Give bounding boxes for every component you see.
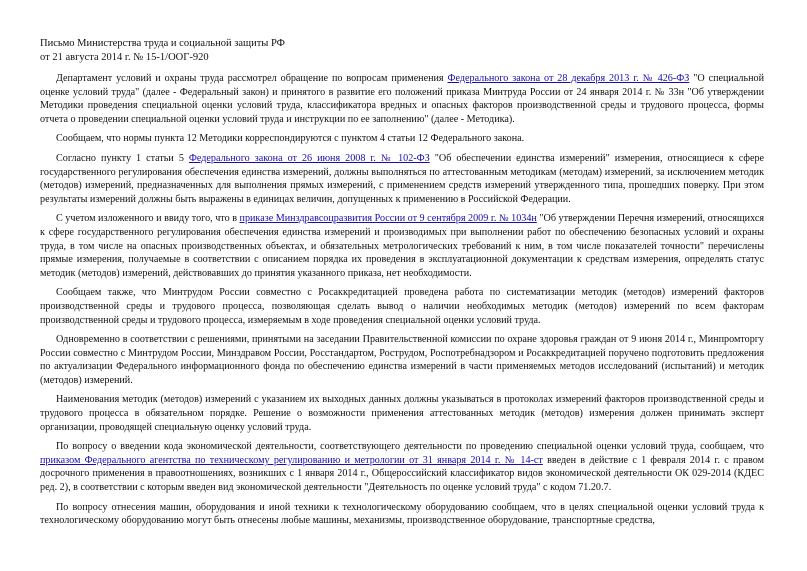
- paragraph-4-text-start: С учетом изложенного и ввиду того, что в: [56, 213, 240, 225]
- paragraph-7: Наименования методик (методов) измерений с указанием их выходных данных должны указываться в протоколах измерений факторов производственной среды и трудового процесса в обязательном порядке. Решение о возможности применения аттестованных методик (методов) измерения должен принимать эксперт организации, проводящей специальную оценку условий труда.: [40, 394, 764, 433]
- link-federal-law-102[interactable]: Федерального закона от 26 июня 2008 г. № 102-ФЗ: [188, 152, 430, 164]
- paragraph-4: [40, 212, 764, 280]
- document-title: [40, 37, 285, 65]
- link-federal-law-426[interactable]: Федерального закона от 28 декабря 2013 г. № 426-ФЗ: [447, 73, 690, 84]
- paragraph-9: По вопросу отнесения машин, оборудования и иной техники к технологическому оборудованию сообщаем, что в целях специальной оценки условий труда к технологическому оборудованию могут быть отнесены любые машины, механизмы, производственное оборудование, транспортные средства,: [40, 501, 764, 527]
- paragraph-8-text-end: введен в действие с 1 февраля 2014 г. с правом досрочного применения в правоотношениях, возникших с 1 января 2014 г., Общероссийский классификатор видов экономической деятельности ОК 029-2014 (КДЕС ред. 2), в соответствии с которым введен вид экономической деятельности "Деятельность по оценке условий труда" с кодом 71.20.7.: [40, 454, 764, 494]
- paragraph-2: Сообщаем, что нормы пункта 12 Методики корреспондируются с пунктом 4 статьи 12 Федерального закона.: [56, 133, 525, 145]
- paragraph-8: [40, 440, 764, 494]
- document-title-line-1: Письмо Министерства труда и социальной защиты РФ: [40, 38, 285, 49]
- paragraph-4-text-end: "Об утверждении Перечня измерений, относящихся к сфере государственного регулирования обеспечения единства измерений и производимых при выполнении работ по обеспечению безопасных условий и охраны труда, в том числе на опасных производственных объектах, и обязательных метрологических требований к ним, в том числе показателей точности" перечислены прямые измерения, получаемые в соответствии с описанием порядка их проведения в эксплуатационной документации к средствам измерения, определять статус методик (методов) измерений, действовавших до принятия указанного приказа, нет необходимости.: [40, 213, 765, 279]
- paragraph-1-text-end: "О специальной оценке условий труда" (далее - Федеральный закон) и принятого в развитие его положений приказа Минтруда России от 24 января 2014 г. № 33н "Об утверждении Методики проведения специальной оценки условий труда, классификатора вредных и опасных факторов производственной среды и трудового процесса, формы отчета о проведении специальной оценки условий труда и инструкции по ее заполнению" (далее - Методика).: [40, 73, 765, 125]
- paragraph-1-text-start: Департамент условий и охраны труда рассмотрел обращение по вопросам применения: [56, 73, 448, 84]
- document-title-line-2: от 21 августа 2014 г. № 15-1/ООГ-920: [40, 52, 209, 63]
- paragraph-3-text-end: "Об обеспечении единства измерений" измерения, относящиеся к сфере государственного регулирования обеспечения единства измерений, должны выполняться по аттестованным методикам (методам) измерений, за исключением методик (методов) измерений, предназначенных для выполнения прямых измерений, с применением средств измерений утвержденного типа, прошедших поверку. При этом результаты измерений должны быть выражены в единицах величин, допущенных к применению в Российской Федерации.: [40, 152, 765, 205]
- paragraph-5: Сообщаем также, что Минтрудом России совместно с Росаккредитацией проведена работа по систематизации методик (методов) измерений факторов производственной среды и трудового процесса, позволяющая сделать вывод о наличии необходимых методик (методов) измерений по всем факторам производственной среды и трудового процесса, измеряемым в ходе проведения специальной оценки условий труда.: [40, 287, 764, 326]
- link-order-1034n[interactable]: приказе Минздравсоцразвития России от 9 сентября 2009 г. № 1034н: [239, 213, 537, 225]
- document-body: [40, 72, 764, 534]
- paragraph-1: [40, 72, 764, 126]
- paragraph-6: Одновременно в соответствии с решениями, принятыми на заседании Правительственной комиссии по охране здоровья граждан от 9 июня 2014 г., Минпромторгу России совместно с Минтрудом России, Минздравом России, Росстандартом, Рострудом, Роспотребнадзором и Росаккредитацией поручено подготовить предложения по актуализации Федерального информационного фонда по обеспечению единства измерений в части применяемых методов исследований (испытаний) и методик (методов) измерений.: [40, 334, 764, 386]
- paragraph-3-text-start: Согласно пункту 1 статьи 5: [56, 152, 189, 164]
- paragraph-8-text-start: По вопросу о введении кода экономической деятельности, соответствующего деятельности по проведению специальной оценки условий труда, сообщаем, что: [56, 441, 764, 453]
- link-order-14-st[interactable]: приказом Федерального агентства по техническому регулированию и метрологии от 31 января 2014 г. № 14-ст: [40, 454, 543, 466]
- paragraph-3: [40, 152, 764, 206]
